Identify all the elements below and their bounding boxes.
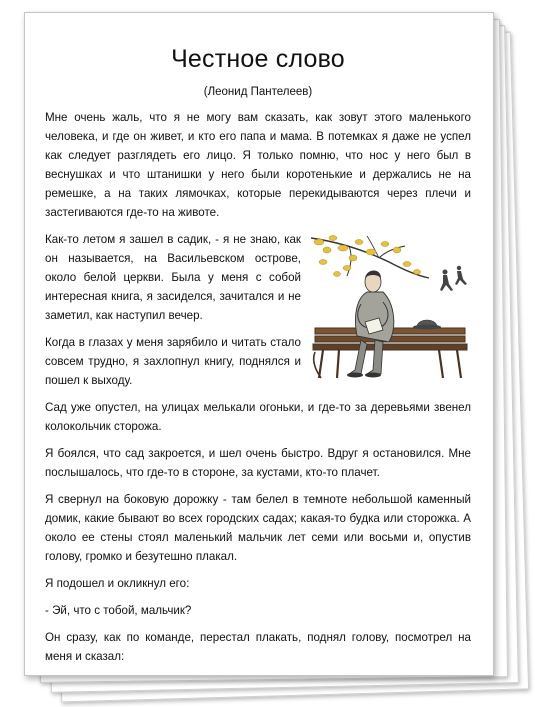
paragraph-2: Как-то летом я зашел в садик, - я не знаю, как он называется, на Васильевском острове, около белой церкви. Была у меня с собой интересная книга, я засиделся, зачитался и не заметил, как наступил вечер. [45, 233, 301, 322]
paragraph-4: Сад уже опустел, на улицах мелькали огоньки, и где-то за деревьями звенел колокольчик сторожа. [45, 401, 471, 433]
paragraph-7: Я подошел и окликнул его: [45, 577, 190, 590]
author-line: (Леонид Пантелеев) [203, 86, 313, 98]
paragraph-1: Мне очень жаль, что я не могу вам сказать, как зовут этого маленького человека, и где он живет, и кто его папа и мама. В потемках я даже не успел как следует разглядеть его лицо. Я только помню, что нос у него был в веснушках и что штанишки у него были коротенькие и держались не на ремешке, а на таких лямочках, которые перекидываются через плечи и застегиваются где-то на животе. [45, 111, 471, 219]
paragraph-3: Когда в глазах у меня зарябило и читать стало совсем трудно, я захлопнул книгу, поднялся и пошел к выходу. [45, 336, 301, 387]
paragraph-8: - Эй, что с тобой, мальчик? [45, 604, 192, 617]
document-page [24, 12, 494, 676]
paragraph-9: Он сразу, как по команде, перестал плакать, поднял голову, посмотрел на меня и сказал: [45, 631, 471, 663]
man-reading-on-bench-illustration [309, 232, 471, 382]
paragraph-6: Я свернул на боковую дорожку - там белел в темноте небольшой каменный домик, какие бывают во всех городских садах; какая-то будка или сторожка. А около ее стены стоял маленький мальчик лет семи или восьми и, опустив голову, громко и безутешно плакал. [45, 493, 471, 563]
page-title: Честное слово [171, 45, 345, 73]
paragraph-5: Я боялся, что сад закроется, и шел очень быстро. Вдруг я остановился. Мне послышалось, что где-то в стороне, за кустами, кто-то плачет. [45, 447, 471, 479]
